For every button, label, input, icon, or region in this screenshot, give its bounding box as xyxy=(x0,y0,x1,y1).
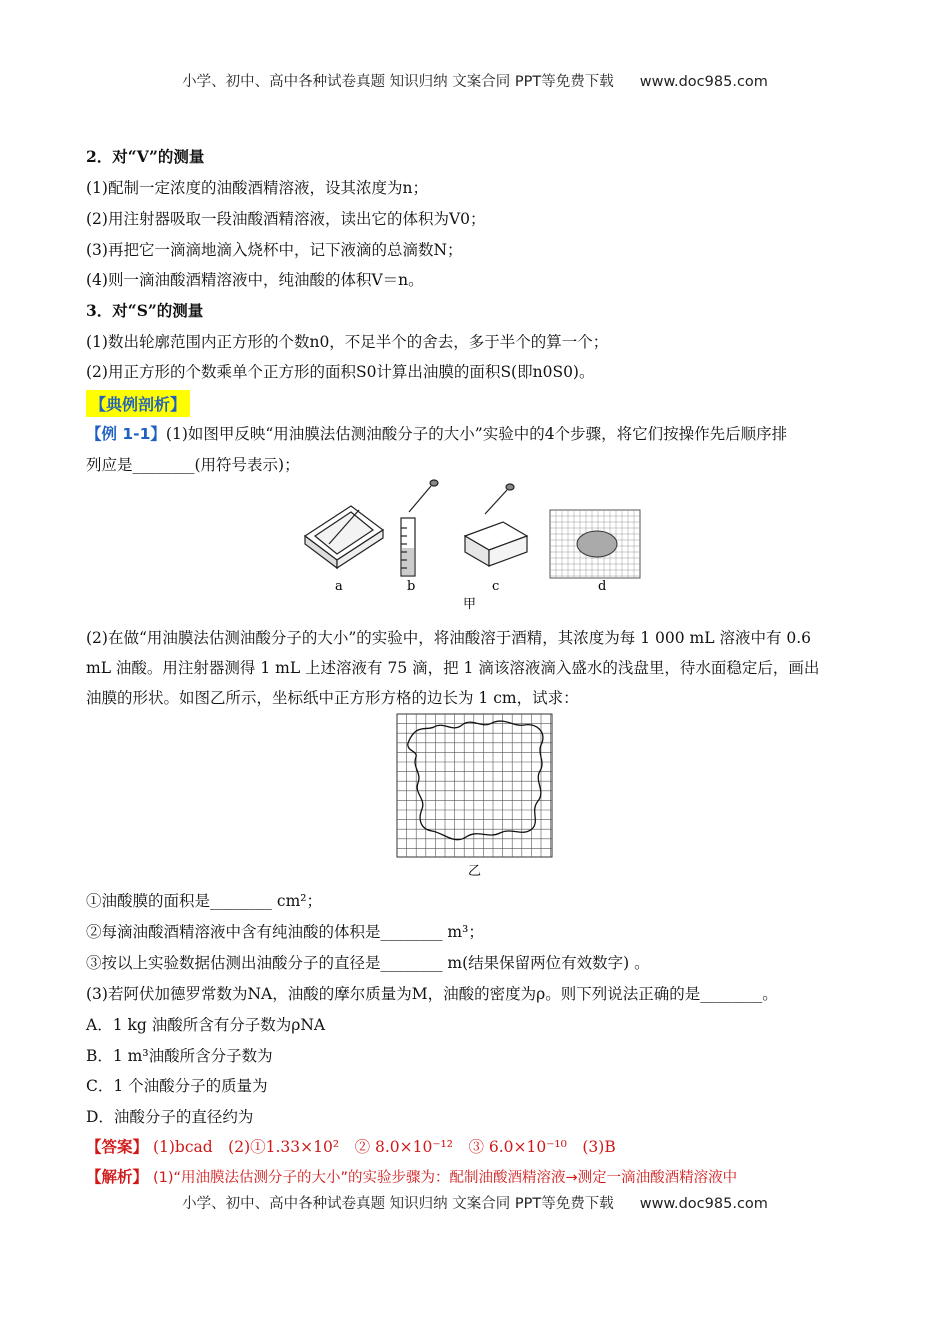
question-3: (3)若阿伏加德罗常数为NA，油酸的摩尔质量为M，油酸的密度为ρ。则下列说法正确的是________。 xyxy=(86,985,778,1003)
answer-line xyxy=(86,1135,616,1157)
fig-label-c: c xyxy=(492,579,500,594)
fig-label-d: d xyxy=(598,579,607,594)
footer-text: 小学、初中、高中各种试卷真题 知识归纳 文案合同 PPT等免费下载 xyxy=(182,1196,614,1212)
option-d: D．油酸分子的直径约为 xyxy=(86,1108,254,1126)
fig-label-a: a xyxy=(335,579,343,594)
answer-text: (1)bcad (2)①1.33×10² ② 8.0×10⁻¹² ③ 6.0×10⁻¹⁰ (3)B xyxy=(152,1138,616,1156)
question-2-line-1: (2)在做“用油膜法估测油酸分子的大小”的实验中，将油酸溶于酒精，其浓度为每 1 000 mL 溶液中有 0.6 xyxy=(86,629,812,647)
question-1-text: (1)如图甲反映“用油膜法估测油酸分子的大小”实验中的4个步骤，将它们按操作先后顺序排 xyxy=(165,425,788,443)
option-c: C．1 个油酸分子的质量为 xyxy=(86,1077,268,1095)
question-2-part-2: ②每滴油酸酒精溶液中含有纯油酸的体积是________ m³； xyxy=(86,923,484,941)
option-a: A．1 kg 油酸所含有分子数为ρNA xyxy=(86,1016,326,1034)
step-v-2: (2)用注射器吸取一段油酸酒精溶液，读出它的体积为V0； xyxy=(86,210,486,228)
step-c-dropper-icon xyxy=(465,484,527,566)
question-1-line-2: 列应是________(用符号表示)； xyxy=(86,456,300,474)
analysis-text: (1)“用油膜法估测分子的大小”的实验步骤为：配制油酸酒精溶液→测定一滴油酸酒精溶液中 xyxy=(152,1170,738,1186)
fig-label-b: b xyxy=(407,579,416,594)
figure-jia-caption: 甲 xyxy=(463,597,477,610)
page-footer xyxy=(0,1192,950,1213)
question-2-part-3: ③按以上实验数据估测出油酸分子的直径是________ m(结果保留两位有效数字) 。 xyxy=(86,954,650,972)
step-v-3: (3)再把它一滴滴地滴入烧杯中，记下液滴的总滴数N； xyxy=(86,241,463,259)
question-1-line-1 xyxy=(86,422,787,444)
question-2-line-2: mL 油酸。用注射器测得 1 mL 上述溶液有 75 滴，把 1 滴该溶液滴入盛水的浅盘里，待水面稳定后，画出 xyxy=(86,659,820,677)
analysis-label: 【解析】 xyxy=(86,1168,149,1186)
example-label: 【例 1-1】 xyxy=(86,425,166,443)
option-b: B．1 m³油酸所含分子数为 xyxy=(86,1047,273,1065)
figure-yi-caption: 乙 xyxy=(468,864,482,879)
figure-yi xyxy=(396,713,556,879)
step-v-4: (4)则一滴油酸酒精溶液中，纯油酸的体积V＝n。 xyxy=(86,271,424,289)
analysis-line xyxy=(86,1165,737,1187)
step-s-2: (2)用正方形的个数乘单个正方形的面积S0计算出油膜的面积S(即n0S0)。 xyxy=(86,363,595,381)
header-site: www.doc985.com xyxy=(639,74,768,90)
answer-label: 【答案】 xyxy=(86,1138,149,1156)
figure-jia xyxy=(295,478,655,610)
question-2-part-1: ①油酸膜的面积是________ cm²； xyxy=(86,892,323,910)
step-a-tray-icon xyxy=(305,506,383,568)
heading-s-measure: 3．对“S”的测量 xyxy=(86,301,204,320)
heading-v-measure: 2．对“V”的测量 xyxy=(86,147,205,166)
page-header xyxy=(0,70,950,91)
header-text: 小学、初中、高中各种试卷真题 知识归纳 文案合同 PPT等免费下载 xyxy=(182,74,614,90)
footer-site: www.doc985.com xyxy=(639,1196,768,1212)
step-d-grid-icon xyxy=(550,510,640,578)
question-2-line-3: 油膜的形状。如图乙所示，坐标纸中正方形方格的边长为 1 cm，试求： xyxy=(86,689,579,707)
step-s-1: (1)数出轮廓范围内正方形的个数n0，不足半个的舍去，多于半个的算一个； xyxy=(86,333,609,351)
step-b-cylinder-icon xyxy=(401,480,438,576)
section-tag: 【典例剖析】 xyxy=(86,390,190,417)
step-v-1: (1)配制一定浓度的油酸酒精溶液，设其浓度为n； xyxy=(86,179,428,197)
